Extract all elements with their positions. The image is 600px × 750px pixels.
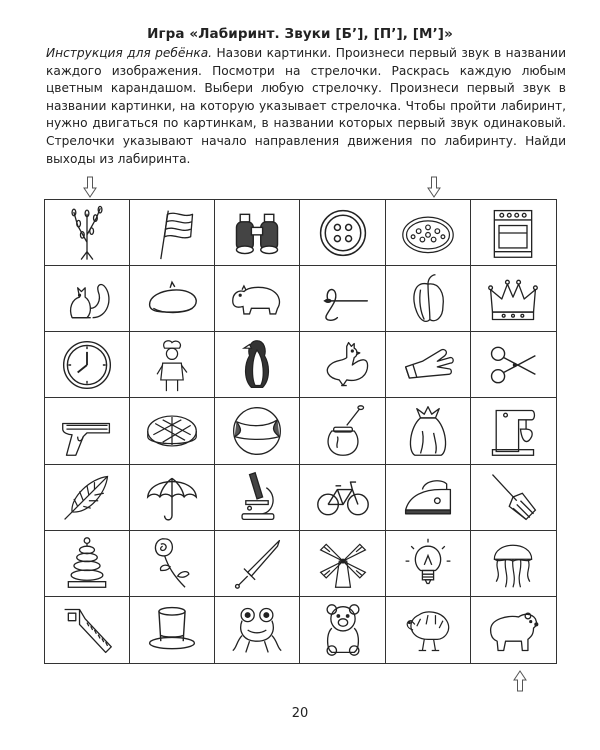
instructions-body: Назови картинки. Произнеси первый звук в названии каждого изображения. Посмотри на стрелочки. Раскрась каждую любым цветным карандашом. Выбери любую стрелочку. Произнеси первый звук в названии картинки, на которую указывает стрелочка. Чтобы пройти лабиринт, нужно двигаться по картинкам, в названии которых первый звук одинаковый. Стрелочки указывают начало направления движения по лабиринту. Найди выходы из лабиринта. [46, 46, 566, 166]
scissors-icon [480, 337, 546, 393]
labyrinth-grid [44, 199, 557, 664]
beret-icon [139, 271, 205, 327]
cell-cook[interactable] [130, 332, 215, 398]
cell-pistol[interactable] [45, 398, 130, 464]
cell-pie[interactable] [130, 398, 215, 464]
cell-iron[interactable] [386, 465, 471, 531]
cell-bicycle[interactable] [300, 465, 385, 531]
clock-icon [54, 337, 120, 393]
page-title: Игра «Лабиринт. Звуки [Б’], [П’], [М’]» [147, 26, 453, 42]
bicycle-icon [310, 469, 376, 525]
cell-broom[interactable] [471, 465, 556, 531]
flag-icon [139, 205, 205, 261]
cell-jellyfish[interactable] [471, 531, 556, 597]
cell-rooster[interactable] [300, 332, 385, 398]
microscope-icon [224, 469, 290, 525]
windmill-icon [310, 535, 376, 591]
cell-penguin[interactable] [215, 332, 300, 398]
cell-bear[interactable] [471, 597, 556, 663]
cell-pizza[interactable] [386, 200, 471, 266]
cell-glove[interactable] [386, 332, 471, 398]
cell-teddy-bear[interactable] [300, 597, 385, 663]
cell-bell-pepper[interactable] [386, 266, 471, 332]
frog-icon [224, 602, 290, 658]
cell-willow-branch[interactable] [45, 200, 130, 266]
bear-icon [480, 602, 546, 658]
teddy-bear-icon [310, 602, 376, 658]
cell-microscope[interactable] [215, 465, 300, 531]
cell-saw[interactable] [45, 597, 130, 663]
willow-branch-icon [54, 205, 120, 261]
cell-beret[interactable] [130, 266, 215, 332]
rooster-icon [310, 337, 376, 393]
broom-icon [480, 469, 546, 525]
cell-windmill[interactable] [300, 531, 385, 597]
stove-icon [480, 205, 546, 261]
pizza-icon [395, 205, 461, 261]
cell-ball[interactable] [215, 398, 300, 464]
button-icon [310, 205, 376, 261]
jellyfish-icon [480, 535, 546, 591]
hippo-icon [224, 271, 290, 327]
pie-icon [139, 403, 205, 459]
cell-binoculars[interactable] [215, 200, 300, 266]
penguin-icon [224, 337, 290, 393]
bell-pepper-icon [395, 271, 461, 327]
cell-honey-pot[interactable] [300, 398, 385, 464]
cell-scissors[interactable] [471, 332, 556, 398]
cell-feather[interactable] [45, 465, 130, 531]
cell-hippo[interactable] [215, 266, 300, 332]
cell-turkey[interactable] [386, 597, 471, 663]
mixer-icon [480, 403, 546, 459]
squirrel-icon [54, 271, 120, 327]
turkey-icon [395, 602, 461, 658]
ball-icon [224, 403, 290, 459]
rose-icon [139, 535, 205, 591]
page-number: 20 [291, 706, 309, 721]
cell-button[interactable] [300, 200, 385, 266]
cook-icon [139, 337, 205, 393]
instructions-lead: Инструкция для ребёнка. [46, 46, 213, 60]
pistol-icon [54, 403, 120, 459]
sword-icon [224, 535, 290, 591]
cell-mixer[interactable] [471, 398, 556, 464]
cell-sword[interactable] [215, 531, 300, 597]
cell-squirrel[interactable] [45, 266, 130, 332]
cell-ring-pyramid[interactable] [45, 531, 130, 597]
binoculars-icon [224, 205, 290, 261]
cell-frog[interactable] [215, 597, 300, 663]
arrow-down-icon [427, 176, 441, 198]
arrow-up-icon [513, 670, 527, 692]
cell-crown[interactable] [471, 266, 556, 332]
arrow-down-icon [83, 176, 97, 198]
honey-pot-icon [310, 403, 376, 459]
cell-rose[interactable] [130, 531, 215, 597]
light-bulb-icon [395, 535, 461, 591]
glove-icon [395, 337, 461, 393]
cell-flag[interactable] [130, 200, 215, 266]
cell-light-bulb[interactable] [386, 531, 471, 597]
iron-icon [395, 469, 461, 525]
cell-needle[interactable] [300, 266, 385, 332]
umbrella-icon [139, 469, 205, 525]
ring-pyramid-icon [54, 535, 120, 591]
cell-sack[interactable] [386, 398, 471, 464]
sack-icon [395, 403, 461, 459]
needle-icon [310, 271, 376, 327]
saw-icon [54, 602, 120, 658]
crown-icon [480, 271, 546, 327]
instructions-text [46, 45, 566, 168]
cell-umbrella[interactable] [130, 465, 215, 531]
cell-stove[interactable] [471, 200, 556, 266]
cell-top-hat[interactable] [130, 597, 215, 663]
top-hat-icon [139, 602, 205, 658]
feather-icon [54, 469, 120, 525]
cell-clock[interactable] [45, 332, 130, 398]
